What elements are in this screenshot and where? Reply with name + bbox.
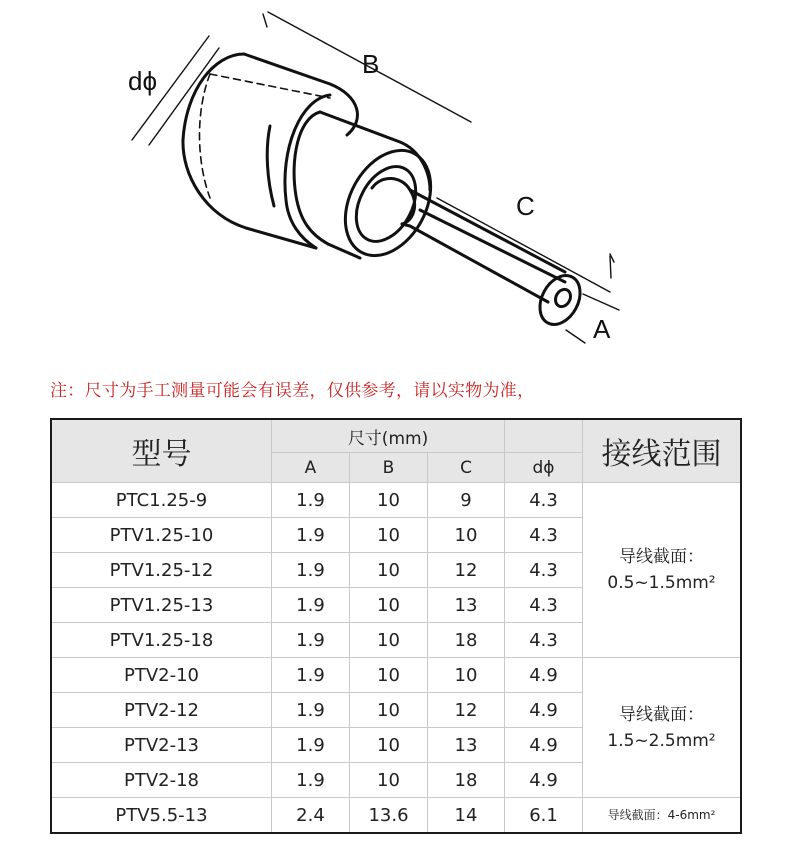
cell-dphi: 4.3: [505, 518, 583, 553]
cell-c: 12: [428, 553, 505, 588]
cell-dphi: 6.1: [505, 798, 583, 833]
cell-b: 10: [350, 588, 428, 623]
sleeve-dashed: [200, 74, 331, 198]
cell-a: 1.9: [272, 553, 350, 588]
cell-a: 1.9: [272, 483, 350, 518]
header-size: 尺寸(mm): [272, 420, 505, 453]
terminal-diagram: [0, 0, 790, 360]
range-cell-2: [583, 658, 741, 798]
cell-a: 1.9: [272, 588, 350, 623]
cell-a: 1.9: [272, 658, 350, 693]
pin: [402, 190, 588, 331]
spec-table: [51, 419, 741, 833]
cell-dphi: 4.3: [505, 483, 583, 518]
cell-b: 10: [350, 658, 428, 693]
cell-c: 12: [428, 693, 505, 728]
cell-model: PTV2-13: [52, 728, 272, 763]
cell-a: 2.4: [272, 798, 350, 833]
cell-dphi: 4.3: [505, 553, 583, 588]
barrel: [320, 112, 448, 270]
cell-model: PTC1.25-9: [52, 483, 272, 518]
header-range: 接线范围: [583, 420, 741, 483]
cell-model: PTV2-10: [52, 658, 272, 693]
table-header-row: [52, 420, 741, 453]
dim-label-c: C: [516, 191, 535, 221]
cell-c: 9: [428, 483, 505, 518]
cell-model: PTV2-18: [52, 763, 272, 798]
cell-model: PTV5.5-13: [52, 798, 272, 833]
dim-label-dphi: dϕ: [128, 66, 158, 96]
disclaimer-note: 注：尺寸为手工测量可能会有误差，仅供参考，请以实物为准，: [50, 381, 535, 401]
cell-dphi: 4.9: [505, 763, 583, 798]
cell-a: 1.9: [272, 763, 350, 798]
cell-b: 10: [350, 483, 428, 518]
cell-dphi: 4.9: [505, 728, 583, 763]
range-line: 导线截面：: [619, 704, 705, 725]
header-dphi: dϕ: [505, 453, 583, 483]
header-blank: [505, 420, 583, 453]
cell-model: PTV1.25-10: [52, 518, 272, 553]
range-line: 导线截面：: [619, 547, 705, 567]
dim-label-a: A: [593, 314, 611, 344]
cell-b: 10: [350, 518, 428, 553]
cell-model: PTV1.25-12: [52, 553, 272, 588]
cell-c: 14: [428, 798, 505, 833]
cell-dphi: 4.3: [505, 588, 583, 623]
cell-model: PTV1.25-18: [52, 623, 272, 658]
header-c: C: [428, 453, 505, 483]
sleeve-body: [183, 54, 357, 248]
cell-c: 18: [428, 763, 505, 798]
range-cell-3: 导线截面：4-6mm²: [583, 798, 741, 833]
cell-b: 13.6: [350, 798, 428, 833]
range-cell-1: [583, 483, 741, 658]
dim-label-b: B: [362, 49, 380, 79]
cell-a: 1.9: [272, 728, 350, 763]
cell-dphi: 4.9: [505, 658, 583, 693]
cell-b: 10: [350, 553, 428, 588]
table-row: [52, 798, 741, 833]
cell-model: PTV1.25-13: [52, 588, 272, 623]
cell-b: 10: [350, 623, 428, 658]
cell-c: 10: [428, 658, 505, 693]
cell-dphi: 4.3: [505, 623, 583, 658]
cell-c: 18: [428, 623, 505, 658]
cell-c: 10: [428, 518, 505, 553]
header-a: A: [272, 453, 350, 483]
cell-a: 1.9: [272, 693, 350, 728]
cell-c: 13: [428, 728, 505, 763]
table-row: [52, 483, 741, 518]
cell-model: PTV2-12: [52, 693, 272, 728]
table-row: [52, 658, 741, 693]
header-model: 型号: [52, 420, 272, 483]
cell-a: 1.9: [272, 623, 350, 658]
cell-b: 10: [350, 693, 428, 728]
range-line: 1.5~2.5mm²: [607, 730, 716, 751]
cell-c: 13: [428, 588, 505, 623]
cell-b: 10: [350, 728, 428, 763]
cell-dphi: 4.9: [505, 693, 583, 728]
cell-a: 1.9: [272, 518, 350, 553]
range-line: 0.5~1.5mm²: [607, 573, 716, 593]
cell-b: 10: [350, 763, 428, 798]
header-b: B: [350, 453, 428, 483]
